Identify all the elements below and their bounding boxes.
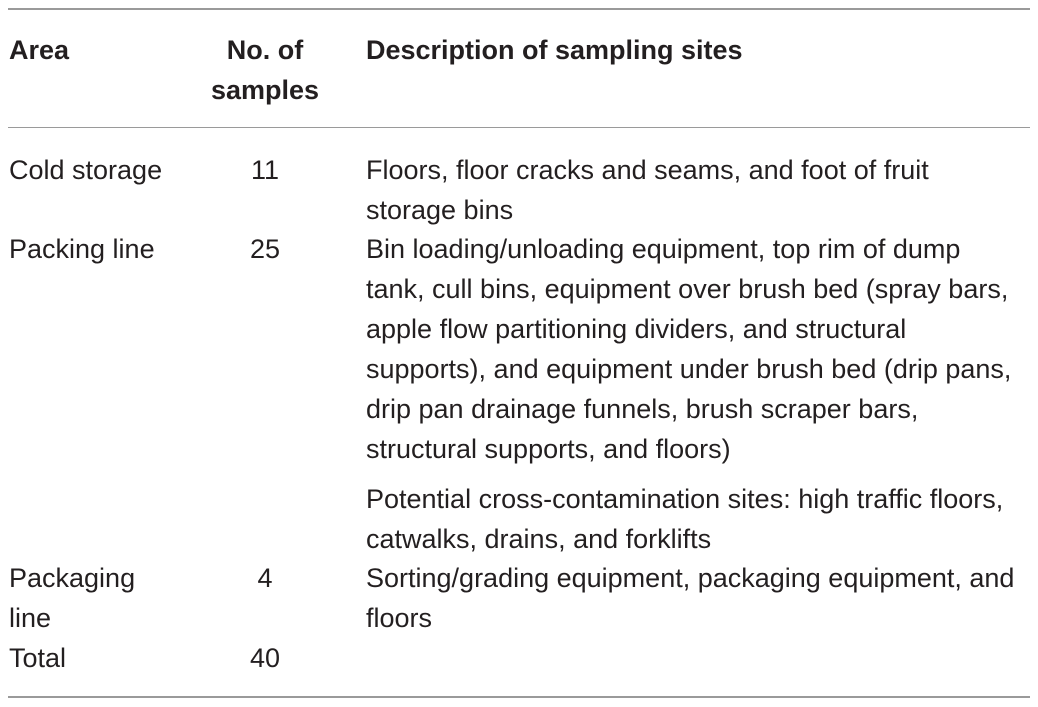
row-cold-storage-description: Floors, floor cracks and seams, and foot of fruit storage bins [366, 155, 929, 225]
row-packing-line-area: Packing line [9, 234, 155, 264]
row-packing-line-count: 25 [249, 234, 281, 264]
row-packaging-line-area: Packaging line [9, 563, 136, 633]
row-cold-storage-area: Cold storage [9, 155, 163, 185]
row-cross-contamination-description: Potential cross-contamination sites: high traffic floors, catwalks, drains, and forklifts [366, 484, 1004, 554]
row-total-area: Total [9, 643, 67, 673]
table-top-rule [8, 8, 1030, 10]
row-packaging-line-count: 4 [257, 563, 273, 593]
row-total-count: 40 [249, 643, 281, 673]
row-cold-storage-count: 11 [250, 155, 280, 185]
row-packing-line-description: Bin loading/unloading equipment, top rim of dump tank, cull bins, equipment over brush bed (spray bars, apple flow partitioning dividers, and structural supports), and equipment under brush bed (drip pans, drip pan drainage funnels, brush scraper bars, structural supports, and floors) [366, 234, 1012, 464]
header-description: Description of sampling sites [366, 35, 743, 65]
row-packaging-line-description: Sorting/grading equipment, packaging equipment, and floors [366, 563, 1015, 633]
header-area: Area [9, 35, 70, 65]
header-rule [8, 127, 1030, 128]
table-bottom-rule [8, 696, 1030, 698]
header-no-of-samples: No. of samples [210, 35, 320, 105]
